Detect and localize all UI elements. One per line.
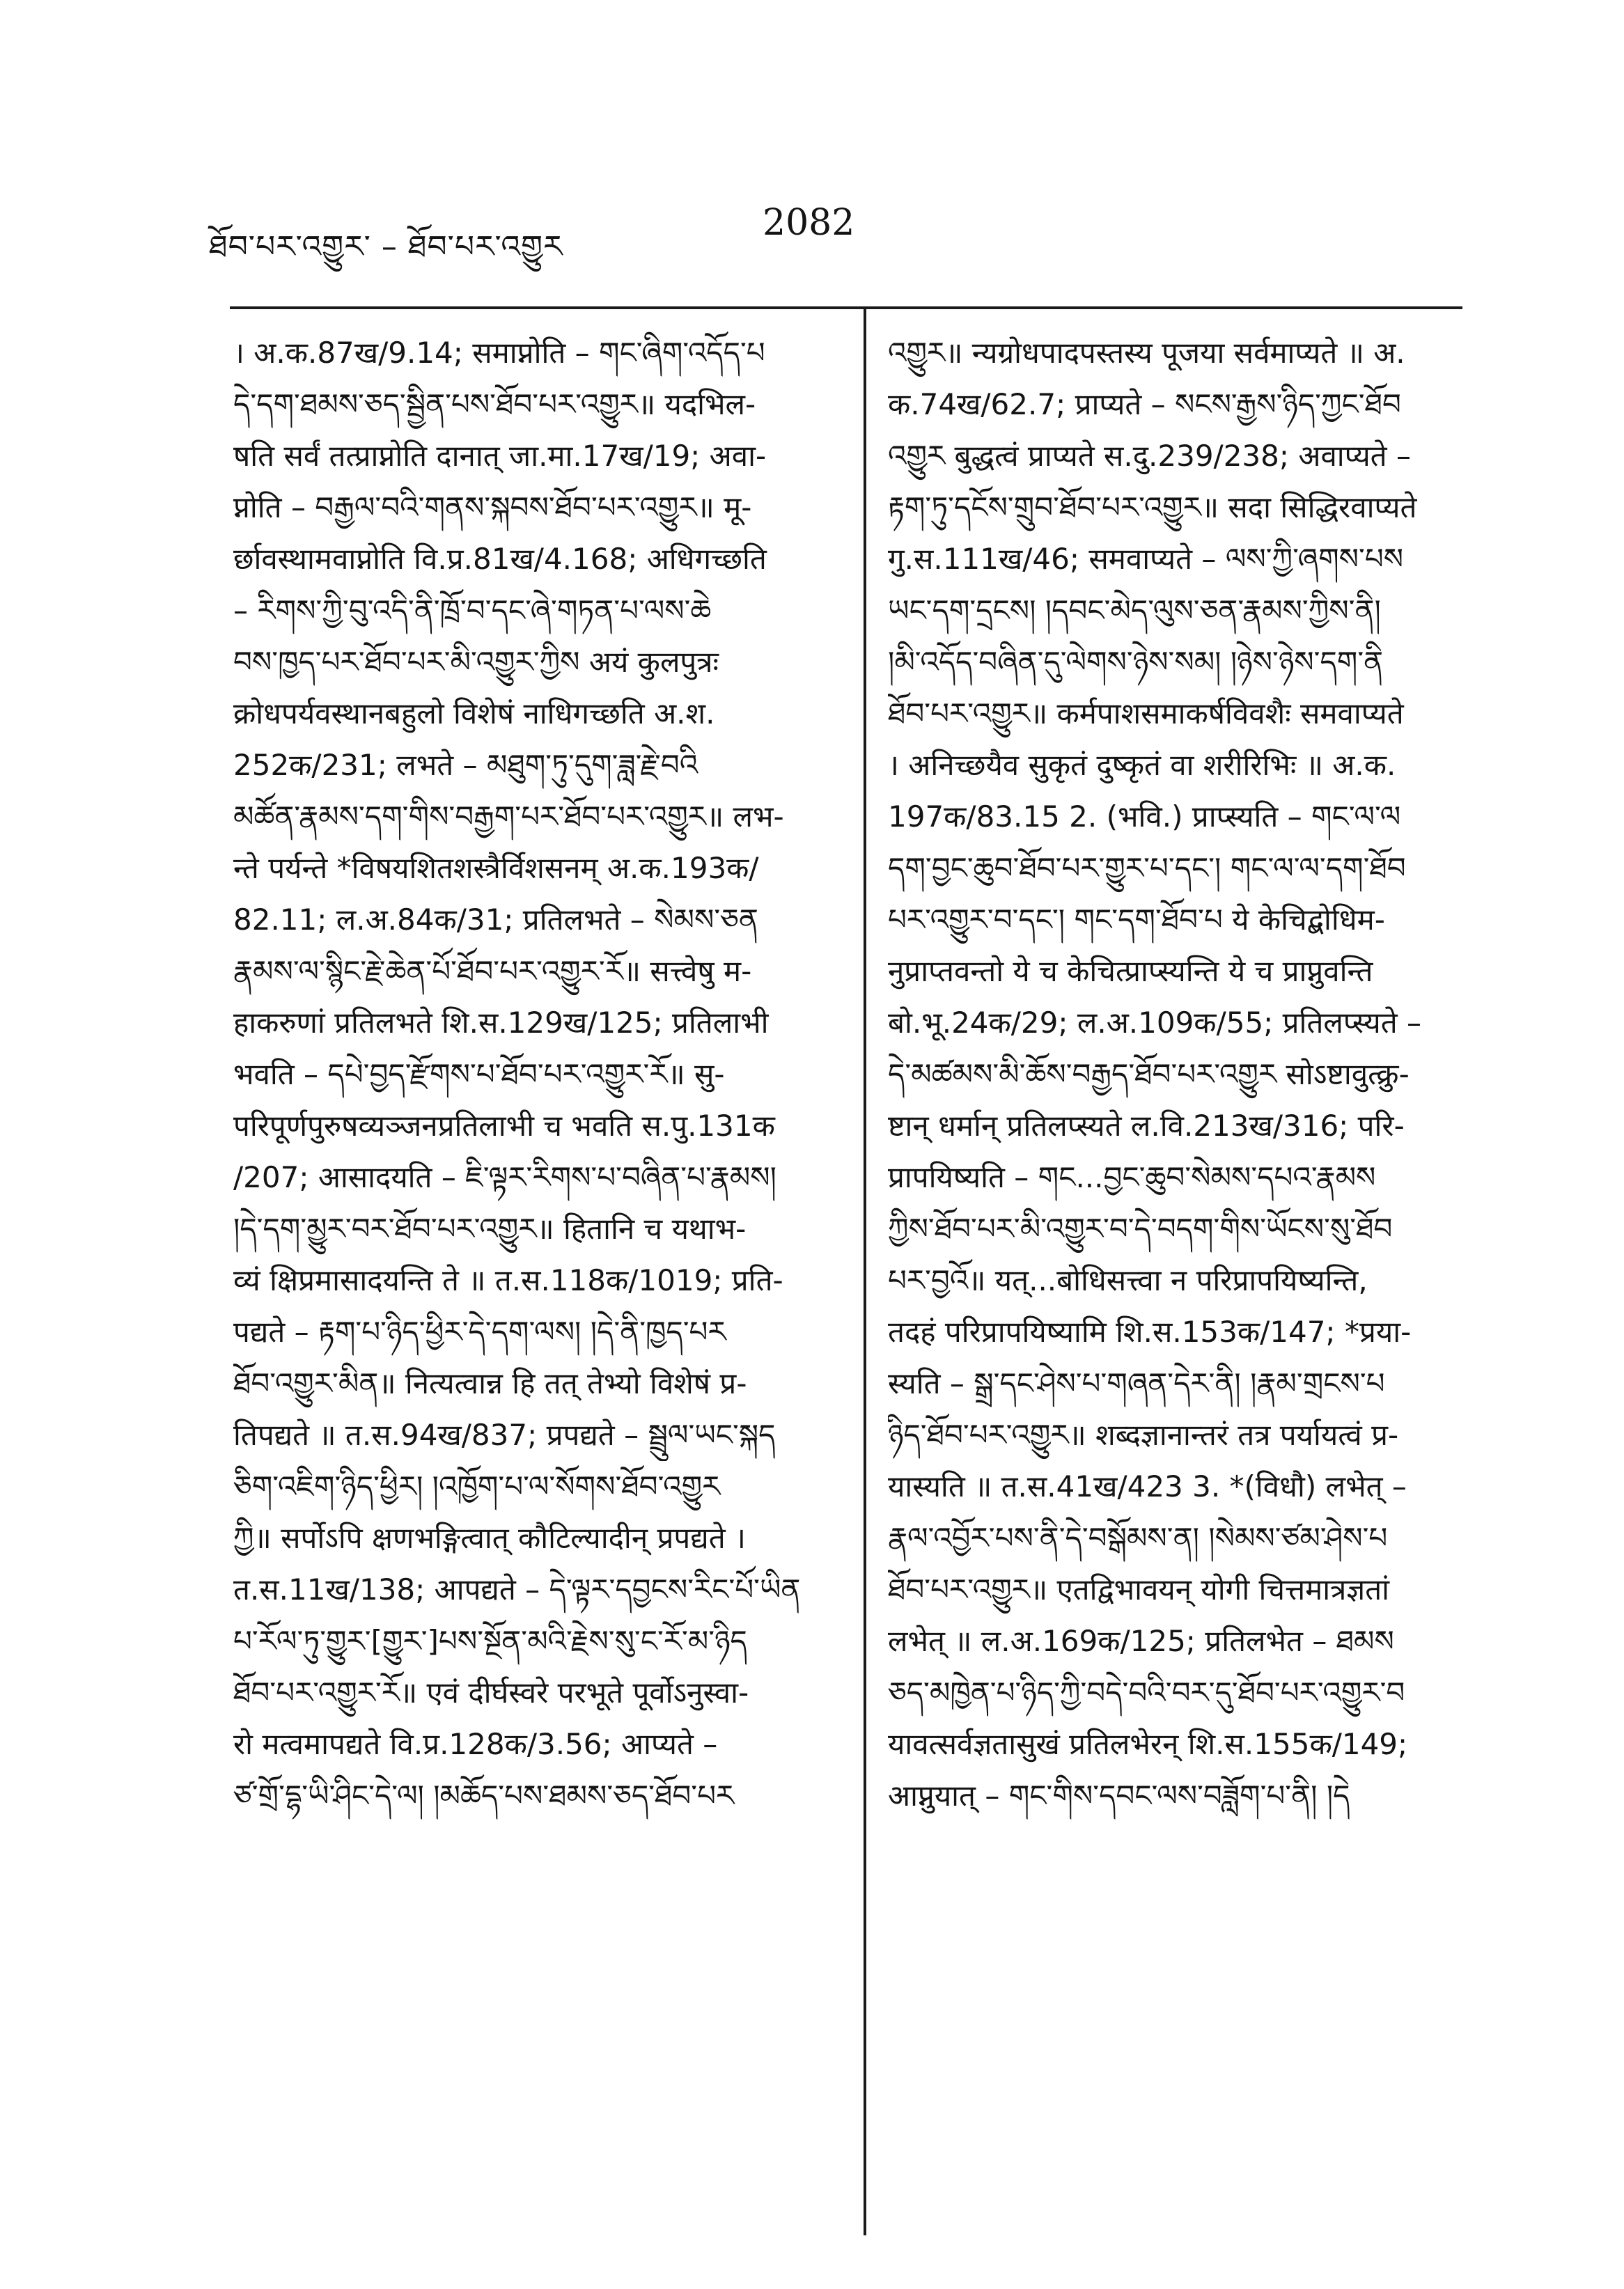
entry-line: 197क/83.15 2. (भवि.) प्राप्स्यति – གང་ལ་ལ	[888, 799, 1401, 834]
entry-line: མཚོན་རྣམས་དག་གིས་བརྒྱག་པར་ཐོབ་པར་འགྱུར॥ लभ-	[233, 799, 784, 834]
entry-line: व्यं क्षिप्रमासादयन्ति ते ॥ त.स.118क/1019; प्रति-	[233, 1263, 783, 1297]
entry-line: । अ.क.87ख/9.14; समाप्नोति – གང་ཞིག་འདོད་པ	[233, 336, 765, 370]
entry-line: हाकरुणां प्रतिलभते शि.स.129ख/125; प्रतिलाभी	[233, 1006, 769, 1040]
entry-line: ཐོབ་པར་འགྱུར॥ एतद्विभावयन् योगी चित्तमात्रज्ञतां	[888, 1572, 1390, 1607]
entry-line: रो मत्वमापद्यते वि.प्र.128क/3.56; आप्यते –	[233, 1727, 718, 1761]
entry-line: དེ་དག་ཐམས་ཅད་སྦྱིན་པས་ཐོབ་པར་འགྱུར॥ यदभिल-	[233, 387, 756, 421]
entry-line: भवति – དཔེ་བྱད་རྫོགས་པ་ཐོབ་པར་འགྱུར་རོ॥ सु-	[233, 1057, 725, 1091]
entry-line: – རིགས་ཀྱི་བུ་འདི་ནི་ཁྲོ་བ་དང་ཞེ་གཏན་པ་ལས་ཆེ	[233, 593, 712, 627]
entry-line: འགྱུར॥ न्यग्रोधपादपस्तस्य पूजया सर्वमाप्यते ॥ अ.	[888, 336, 1405, 370]
entry-line: यावत्सर्वज्ञतासुखं प्रतिलभेरन् शि.स.155क/149;	[888, 1727, 1408, 1761]
entry-line: ཀྱིས་ཐོབ་པར་མི་འགྱུར་བ་དེ་བདག་གིས་ཡོངས་སུ་ཐོབ	[888, 1212, 1393, 1246]
entry-line: नुप्राप्तवन्तो ये च केचित्प्राप्स्यन्ति ये च प्राप्नुवन्ति	[888, 954, 1373, 988]
entry-line: ཐོབ་འགྱུར་མིན॥ नित्यत्वान्न हि तत् तेभ्यो विशेषं प्र-	[233, 1366, 747, 1400]
entry-line: लभेत् ॥ ल.अ.169क/125; प्रतिलभेत – ཐམས	[888, 1624, 1394, 1658]
right-column	[888, 327, 1487, 1822]
entry-line: 252क/231; लभते – མཐུག་ཏུ་དུག་ཟླ་རྗེ་བའི	[233, 748, 698, 782]
entry-line: ཀྱི॥ सर्पोऽपि क्षणभङ्गित्वात् कौटिल्यादीन् प्रपद्यते ।	[233, 1521, 746, 1555]
entry-line: षति सर्वं तत्प्राप्नोति दानात् जा.मा.17ख/19; अवा-	[233, 439, 767, 473]
entry-line: गु.स.111ख/46; समवाप्यते – ལས་ཀྱི་ཞགས་པས	[888, 542, 1404, 576]
entry-line: ཉིད་ཐོབ་པར་འགྱུར॥ शब्दज्ञानान्तरं तत्र पर्यायत्वं प्र-	[888, 1418, 1399, 1452]
entry-line: प्रापयिष्यति – གང...བྱང་ཆུབ་སེམས་དཔའ་རྣམས	[888, 1160, 1376, 1194]
page-number: 2082	[763, 202, 855, 244]
entry-line: र्छावस्थामवाप्नोति वि.प्र.81ख/4.168; अधिगच्छति	[233, 542, 767, 576]
entry-line: རྣམས་ལ་སྙིང་རྗེ་ཆེན་པོ་ཐོབ་པར་འགྱུར་རོ॥ सत्त्वेषु म-	[233, 954, 752, 988]
entry-line: རྣལ་འབྱོར་པས་ནི་དེ་བསྒོམས་ན། །སེམས་ཙམ་ཤེས་པ	[888, 1521, 1388, 1555]
entry-line: ཡང་དག་དྲངས། །དབང་མེད་ལུས་ཅན་རྣམས་ཀྱིས་ནི།	[888, 593, 1381, 627]
entry-line: ཐོབ་པར་འགྱུར॥ कर्मपाशसमाकर्षविवशैः समवाप्यते	[888, 696, 1404, 731]
entry-line: पद्यते – རྟག་པ་ཉིད་ཕྱིར་དེ་དག་ལས། །དེ་ནི་ཁྱད་པར	[233, 1315, 726, 1349]
entry-line: །མི་འདོད་བཞིན་དུ་ལེགས་ཉེས་སམ། །ཉེས་ཉེས་དག་ནི	[888, 645, 1384, 679]
entry-line: ཙ་གྲོ་དྷ་ཡི་ཤིང་དེ་ལ། །མཆོད་པས་ཐམས་ཅད་ཐོབ་པར	[233, 1779, 735, 1813]
entry-line: प्नोति – བརྒྱལ་བའི་གནས་སྐབས་ཐོབ་པར་འགྱུར॥ मू-	[233, 490, 752, 524]
entry-line: तदहं परिप्रापयिष्यामि शि.स.153क/147; *प्रया-	[888, 1315, 1412, 1349]
entry-line: བས་ཁྱད་པར་ཐོབ་པར་མི་འགྱུར་ཀྱིས अयं कुलपुत्रः	[233, 645, 719, 679]
entry-line: यास्यति ॥ त.स.41ख/423 3. *(विधौ) लभेत् –	[888, 1469, 1407, 1503]
entry-line: त.स.11ख/138; आपद्यते – དེ་ལྟར་དབྱངས་རིང་པོ་ཡིན	[233, 1572, 801, 1607]
entry-line: । अनिच्छयैव सुकृतं दुष्कृतं वा शरीरिभिः ॥ अ.क.	[888, 748, 1396, 782]
entry-line: आप्नुयात् – གང་གིས་དབང་ལས་བཟློག་པ་ནི། །དེ	[888, 1779, 1350, 1813]
entry-line: དེ་མཚམས་མི་ཆོས་བརྒྱད་ཐོབ་པར་འགྱུར सोऽष्टावुत्क्रु-	[888, 1057, 1410, 1091]
entry-line: ཅད་མཁྱེན་པ་ཉིད་ཀྱི་བདེ་བའི་བར་དུ་ཐོབ་པར་འགྱུར་བ	[888, 1675, 1405, 1710]
entry-line: ष्टान् धर्मान् प्रतिलप्स्यते ल.वि.213ख/316; परि-	[888, 1109, 1405, 1143]
entry-line: परिपूर्णपुरुषव्यञ्जनप्रतिलाभी च भवति स.पु.131क	[233, 1109, 775, 1143]
entry-line: /207; आसादयति – ཇི་ལྟར་རིགས་པ་བཞིན་པ་རྣམས།	[233, 1160, 776, 1194]
entry-line: དག་བྱང་ཆུབ་ཐོབ་པར་གྱུར་པ་དང་། གང་ལ་ལ་དག་ཐོབ	[888, 851, 1406, 885]
entry-line: པར་འགྱུར་བ་དང་། གང་དག་ཐོབ་པ ये केचिद्बोधिम-	[888, 903, 1385, 937]
entry-line: न्ते पर्यन्ते *विषयशितशस्त्रैर्विशसनम् अ.क.193क/	[233, 851, 759, 885]
entry-line: तिपद्यते ॥ त.स.94ख/837; प्रपद्यते – སྦྲུལ་ཡང་སྐད	[233, 1418, 776, 1452]
entry-line: स्यति – སྒྲ་དང་ཤེས་པ་གཞན་དེར་ནི། །རྣམ་གྲངས་པ	[888, 1366, 1385, 1400]
entry-line: 82.11; ल.अ.84क/31; प्रतिलभते – སེམས་ཅན	[233, 903, 758, 937]
column-divider	[864, 306, 866, 2235]
entry-line: ཐོབ་པར་འགྱུར་རོ॥ एवं दीर्घस्वरे परभूते पूर्वोऽनुस्वा-	[233, 1675, 749, 1710]
entry-line: क.74ख/62.7; प्राप्यते – སངས་རྒྱས་ཉིད་ཀྱང་ཐོབ	[888, 387, 1401, 421]
entry-line: बो.भू.24क/29; ल.अ.109क/55; प्रतिलप्स्यते –	[888, 1006, 1422, 1040]
left-column	[233, 327, 832, 1822]
running-head: ཐོབ་པར་འགྱུར་ – ཐོབ་པར་འགྱུར	[209, 229, 563, 265]
entry-line: པར་བྱའོ॥ यत्...बोधिसत्त्वा न परिप्रापयिष्यन्ति,	[888, 1263, 1368, 1297]
entry-line: །དེ་དག་མྱུར་བར་ཐོབ་པར་འགྱུར॥ हितानि च यथाभ-	[233, 1212, 747, 1246]
entry-line: क्रोधपर्यवस्थानबहुलो विशेषं नाधिगच्छति अ.श.	[233, 696, 715, 731]
header-rule	[230, 306, 1462, 309]
entry-line: པ་རོལ་ཏུ་གྱུར་[གྱུར་]པས་སྔོན་མའི་རྗེས་སུ་ང་རོ་མ་ཉིད	[233, 1624, 747, 1658]
entry-line: ཅིག་འཇིག་ཉིད་ཕྱིར། །འཁྱོག་པ་ལ་སོགས་ཐོབ་འགྱུར	[233, 1469, 721, 1503]
entry-line: རྟག་ཏུ་དངོས་གྲུབ་ཐོབ་པར་འགྱུར॥ सदा सिद्धिरवाप्यते	[888, 490, 1417, 524]
entry-line: འགྱུར बुद्धत्वं प्राप्यते स.दु.239/238; अवाप्यते –	[888, 439, 1411, 473]
